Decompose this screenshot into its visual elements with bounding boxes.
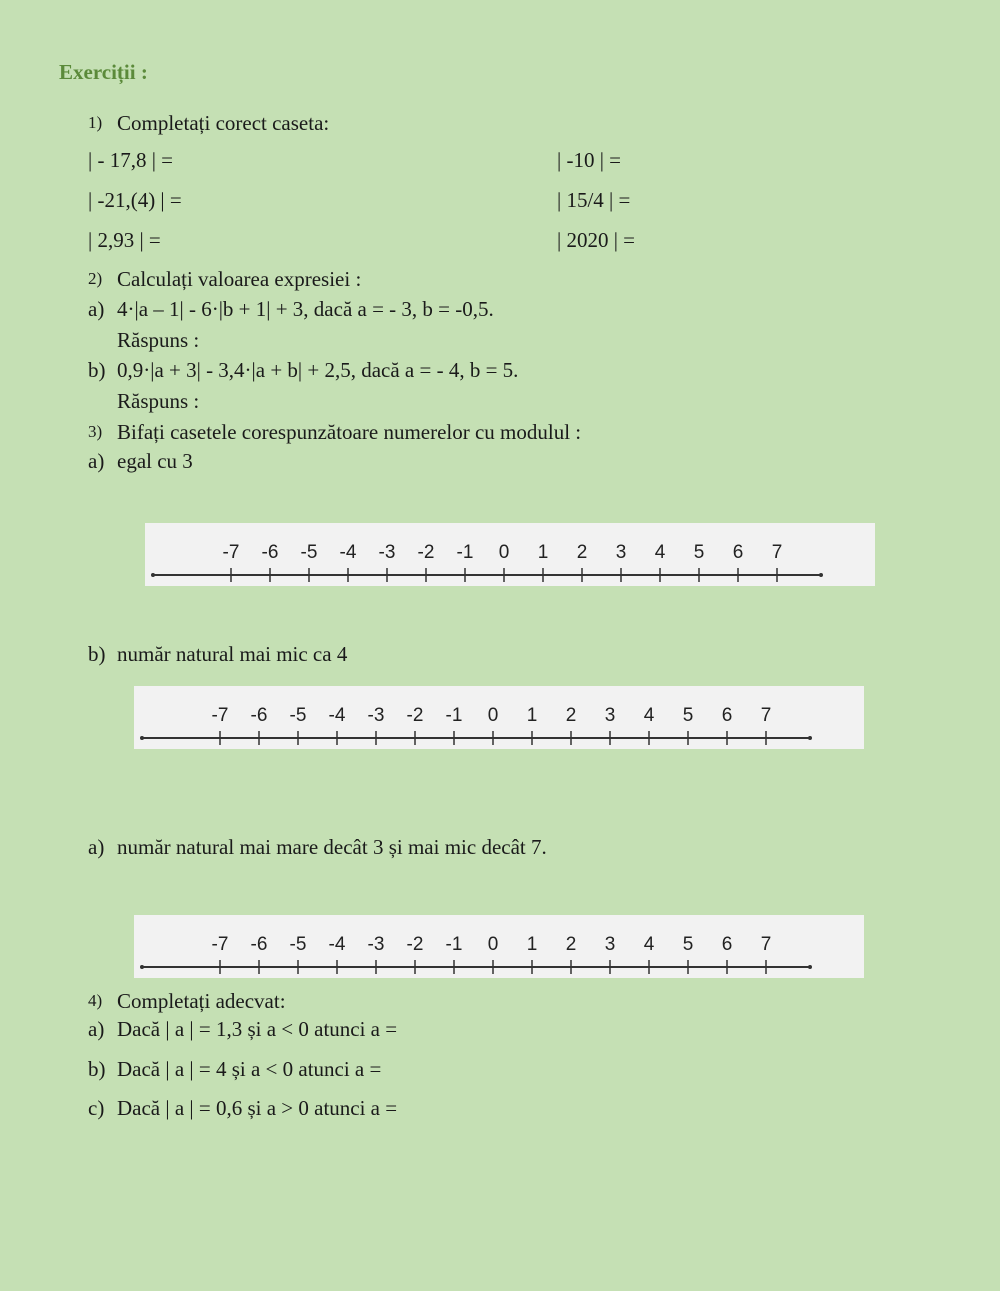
ex2-number: 2) [88,269,103,288]
number-line-c-svg [134,915,864,978]
ex2-a-expression: 4·|a – 1| - 6·|b + 1| + 3, dacă a = - 3, b = -0,5. [117,297,494,321]
number-line-tick-label: -1 [445,934,463,955]
number-line-tick-label: 7 [760,934,772,955]
number-line-b [134,686,864,749]
ex3-c-text: număr natural mai mare decât 3 și mai mic decât 7. [117,835,547,859]
number-line-endpoint [808,736,812,740]
number-line-tick-label: 7 [771,542,783,563]
number-line-tick-label: -5 [289,934,307,955]
number-line-tick-label: -7 [222,542,240,563]
number-line-tick-label: -4 [328,934,346,955]
number-line-tick-label: -6 [250,705,268,726]
ex2-b-answer-label: Răspuns : [117,389,200,413]
number-line-tick-label: 6 [721,934,733,955]
ex4-c-text: Dacă | a | = 0,6 și a > 0 atunci a = [117,1096,398,1120]
number-line-c [134,915,864,978]
number-line-tick-label: -5 [300,542,318,563]
ex3-b-text: număr natural mai mic ca 4 [117,642,348,666]
number-line-tick-label: 1 [526,934,538,955]
number-line-tick-label: -2 [406,705,424,726]
number-line-tick-label: -2 [417,542,435,563]
number-line-tick-label: 5 [693,542,705,563]
ex2-b-label: b) [88,358,106,382]
ex1-item-left-1: | - 17,8 | = [88,148,173,172]
number-line-a-svg [145,523,875,586]
ex1-number: 1) [88,113,103,132]
ex1-item-right-1: | -10 | = [557,148,621,172]
number-line-tick-label: -1 [445,705,463,726]
number-line-tick-label: -2 [406,934,424,955]
number-line-tick-label: 5 [682,934,694,955]
number-line-tick-label: 3 [615,542,627,563]
number-line-tick-label: -5 [289,705,307,726]
ex4-number: 4) [88,991,103,1010]
number-line-tick-label: -6 [261,542,279,563]
number-line-tick-label: 0 [498,542,510,563]
number-line-tick-label: 6 [721,705,733,726]
number-line-tick-label: 2 [565,934,577,955]
ex2-a-answer-label: Răspuns : [117,328,200,352]
ex3-a-label: a) [88,449,105,473]
number-line-b-svg [134,686,864,749]
number-line-tick-label: 0 [487,705,499,726]
number-line-tick-label: 1 [526,705,538,726]
number-line-tick-label: 2 [576,542,588,563]
number-line-a [145,523,875,586]
ex2-instruction: Calculați valoarea expresiei : [117,267,362,291]
ex1-instruction: Completați corect caseta: [117,111,330,135]
number-line-tick-label: -1 [456,542,474,563]
number-line-tick-label: -6 [250,934,268,955]
number-line-tick-label: 4 [643,705,655,726]
number-line-tick-label: -4 [339,542,357,563]
number-line-tick-label: -7 [211,705,229,726]
number-line-tick-label: -7 [211,934,229,955]
ex4-a-label: a) [88,1017,105,1041]
number-line-tick-label: 2 [565,705,577,726]
number-line-endpoint [140,965,144,969]
number-line-tick-label: 1 [537,542,549,563]
ex4-a-text: Dacă | a | = 1,3 și a < 0 atunci a = [117,1017,398,1041]
number-line-tick-label: -4 [328,705,346,726]
ex3-c-label: a) [88,835,105,859]
ex1-item-left-2: | -21,(4) | = [88,188,182,212]
number-line-endpoint [819,573,823,577]
number-line-tick-label: 4 [643,934,655,955]
number-line-endpoint [140,736,144,740]
ex4-c-label: c) [88,1096,105,1120]
ex4-instruction: Completați adecvat: [117,989,286,1013]
ex2-b-expression: 0,9·|a + 3| - 3,4·|a + b| + 2,5, dacă a = - 4, b = 5. [117,358,519,382]
ex3-b-label: b) [88,642,106,666]
page-title: Exerciții : [59,60,148,84]
ex3-number: 3) [88,422,103,441]
ex1-item-right-2: | 15/4 | = [557,188,631,212]
ex4-b-label: b) [88,1057,106,1081]
number-line-tick-label: -3 [367,934,385,955]
number-line-tick-label: 3 [604,934,616,955]
ex2-a-label: a) [88,297,105,321]
ex4-b-text: Dacă | a | = 4 și a < 0 atunci a = [117,1057,382,1081]
ex3-a-text: egal cu 3 [117,449,193,473]
number-line-tick-label: -3 [378,542,396,563]
number-line-tick-label: 5 [682,705,694,726]
number-line-tick-label: 3 [604,705,616,726]
number-line-tick-label: -3 [367,705,385,726]
number-line-tick-label: 4 [654,542,666,563]
ex1-item-left-3: | 2,93 | = [88,228,161,252]
number-line-tick-label: 0 [487,934,499,955]
number-line-tick-label: 6 [732,542,744,563]
number-line-tick-label: 7 [760,705,772,726]
number-line-endpoint [151,573,155,577]
ex1-item-right-3: | 2020 | = [557,228,636,252]
ex3-instruction: Bifați casetele corespunzătoare numerelor cu modulul : [117,420,582,444]
number-line-endpoint [808,965,812,969]
